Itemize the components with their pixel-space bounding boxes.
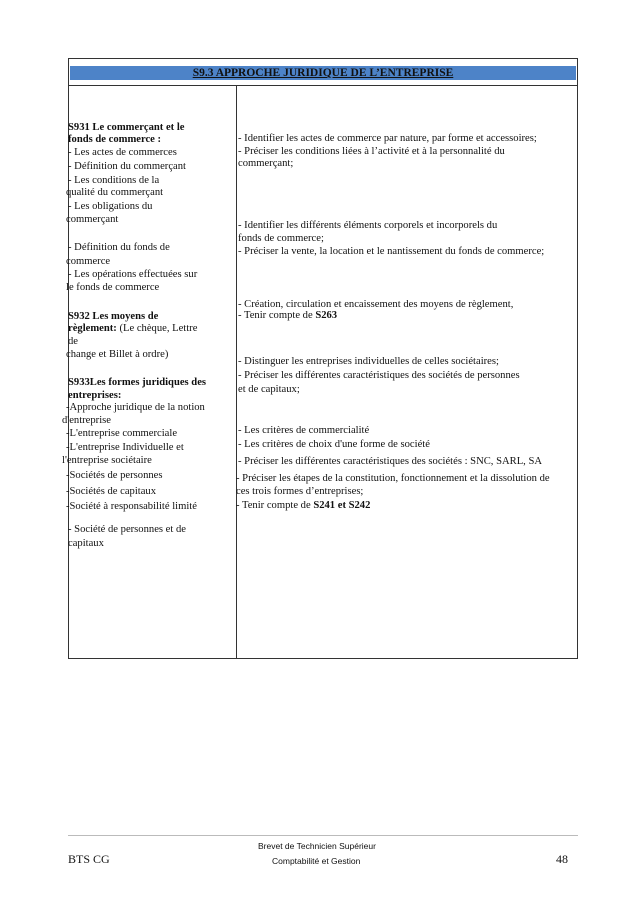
right-cell-line (238, 220, 497, 232)
left-cell-text: entreprises: (68, 390, 122, 401)
left-cell-text: S933Les formes juridiques des (68, 377, 207, 388)
left-cell-line (66, 214, 118, 226)
left-cell-text: commerce (66, 256, 111, 267)
left-cell-text: -Approche juridique de la notion (66, 402, 205, 413)
right-cell-line (238, 246, 544, 258)
left-cell-line (68, 524, 186, 536)
left-cell-text: S931 Le commerçant et le (68, 122, 185, 133)
footer-left-text: BTS CG (68, 852, 110, 866)
table-title: S9.3 APPROCHE JURIDIQUE DE L’ENTREPRISE (192, 67, 454, 79)
left-cell-text: de (68, 336, 78, 347)
column-divider (236, 86, 237, 658)
left-cell-text: commerçant (66, 214, 119, 225)
left-cell-text: qualité du commerçant (66, 187, 164, 198)
right-cell-line (236, 486, 363, 498)
left-cell-text: - Les obligations du (68, 201, 153, 212)
left-cell-line (68, 336, 78, 348)
right-cell-text: - Tenir compte de (236, 500, 314, 511)
left-cell-line (68, 175, 159, 187)
left-cell-line (68, 242, 170, 254)
left-cell-text: - Définition du commerçant (68, 161, 186, 172)
right-cell-text: - Distinguer les entreprises individuelles de celles sociétaires; (238, 356, 499, 367)
right-cell-line (238, 384, 300, 396)
left-cell-text: - Les actes de commerces (68, 147, 177, 158)
left-cell-line (68, 147, 177, 159)
right-cell-text: - Préciser les différentes caractéristiques des sociétés : SNC, SARL, SA (238, 456, 543, 467)
footer-divider (68, 835, 578, 836)
left-cell-text: - Les conditions de la (68, 175, 160, 186)
right-cell-text: - Identifier les actes de commerce par nature, par forme et accessoires; (238, 133, 537, 144)
right-cell-line (238, 233, 324, 245)
left-cell-line (68, 323, 197, 335)
left-cell-line (66, 486, 156, 498)
right-cell-line (238, 310, 337, 322)
left-cell-text: change et Billet à ordre) (66, 349, 169, 360)
right-cell-text: - Préciser les conditions liées à l’activité et à la personnalité du (238, 146, 505, 157)
right-cell-line (236, 473, 550, 485)
right-cell-line (238, 456, 542, 468)
left-cell-text: - Société de personnes et de (68, 524, 186, 535)
right-cell-text: - Préciser la vente, la location et le nantissement du fonds de commerce; (238, 246, 545, 257)
right-cell-line (238, 425, 369, 437)
left-cell-text: - Les opérations effectuées sur (68, 269, 198, 280)
left-cell-line (66, 428, 177, 440)
left-cell-line (68, 538, 104, 550)
left-cell-line (66, 187, 163, 199)
right-cell-text: - Tenir compte de (238, 310, 316, 321)
left-cell-text: capitaux (68, 538, 104, 549)
right-cell-text: - Les critères de choix d'une forme de société (238, 439, 430, 450)
left-cell-line (68, 122, 185, 134)
left-cell-text: -L'entreprise Individuelle et (66, 442, 184, 453)
content-table (62, 58, 578, 659)
left-cell-line (68, 161, 186, 173)
right-cell-line (238, 370, 520, 382)
right-cell-reference-code: S241 et S242 (313, 500, 371, 511)
left-cell-text: - Définition du fonds de (68, 242, 170, 253)
left-cell-line (62, 455, 152, 467)
right-cell-text: - Préciser les différentes caractéristiques des sociétés de personnes (238, 370, 520, 381)
left-cell-text: fonds de commerce : (68, 134, 162, 145)
left-cell-line (66, 282, 159, 294)
left-cell-line (68, 390, 121, 402)
right-cell-line (238, 133, 537, 145)
left-cell-text: -Sociétés de personnes (66, 470, 163, 481)
right-cell-text: - Préciser les étapes de la constitution, fonctionnement et la dissolution de (236, 473, 550, 484)
left-cell-line (68, 377, 206, 389)
left-cell-text: -Société à responsabilité limité (66, 501, 197, 512)
left-cell-line (68, 311, 158, 323)
left-cell-line (62, 415, 111, 427)
left-cell-line (66, 470, 163, 482)
left-cell-line (66, 349, 168, 361)
left-cell-line (66, 256, 110, 268)
left-cell-text: l'entreprise sociétaire (62, 455, 152, 466)
left-cell-line (66, 402, 205, 414)
left-cell-text: -Sociétés de capitaux (66, 486, 157, 497)
right-cell-text: commerçant; (238, 158, 294, 169)
left-cell-line (66, 501, 197, 513)
left-cell-text: S932 Les moyens de (68, 311, 159, 322)
left-cell-text: règlement: (68, 323, 117, 334)
right-cell-line (238, 158, 293, 170)
right-cell-line (238, 146, 505, 158)
left-cell-line (66, 442, 184, 454)
right-cell-line (238, 439, 430, 451)
left-cell-line (68, 269, 197, 281)
table-title-row (69, 59, 577, 86)
right-cell-text: et de capitaux; (238, 384, 300, 395)
left-cell-line (68, 201, 152, 213)
left-cell-text: d'entreprise (62, 415, 111, 426)
right-cell-text: ces trois formes d’entreprises; (236, 486, 364, 497)
left-cell-text: -L'entreprise commerciale (66, 428, 178, 439)
right-cell-line (238, 356, 499, 368)
right-cell-text: - Création, circulation et encaissement des moyens de règlement, (238, 299, 514, 310)
footer-center-line2: Comptabilité et Gestion (272, 856, 361, 866)
left-cell-line (68, 134, 161, 146)
page-number: 48 (556, 852, 568, 866)
right-cell-text: - Identifier les différents éléments corporels et incorporels du (238, 220, 498, 231)
right-cell-text: - Les critères de commercialité (238, 425, 370, 436)
right-cell-line (236, 500, 370, 512)
left-cell-suffix: (Le chèque, Lettre (116, 323, 198, 334)
footer-center-line1: Brevet de Technicien Supérieur (258, 841, 376, 851)
right-cell-reference-code: S263 (315, 310, 338, 321)
right-cell-text: fonds de commerce; (238, 233, 324, 244)
left-cell-text: le fonds de commerce (66, 282, 160, 293)
